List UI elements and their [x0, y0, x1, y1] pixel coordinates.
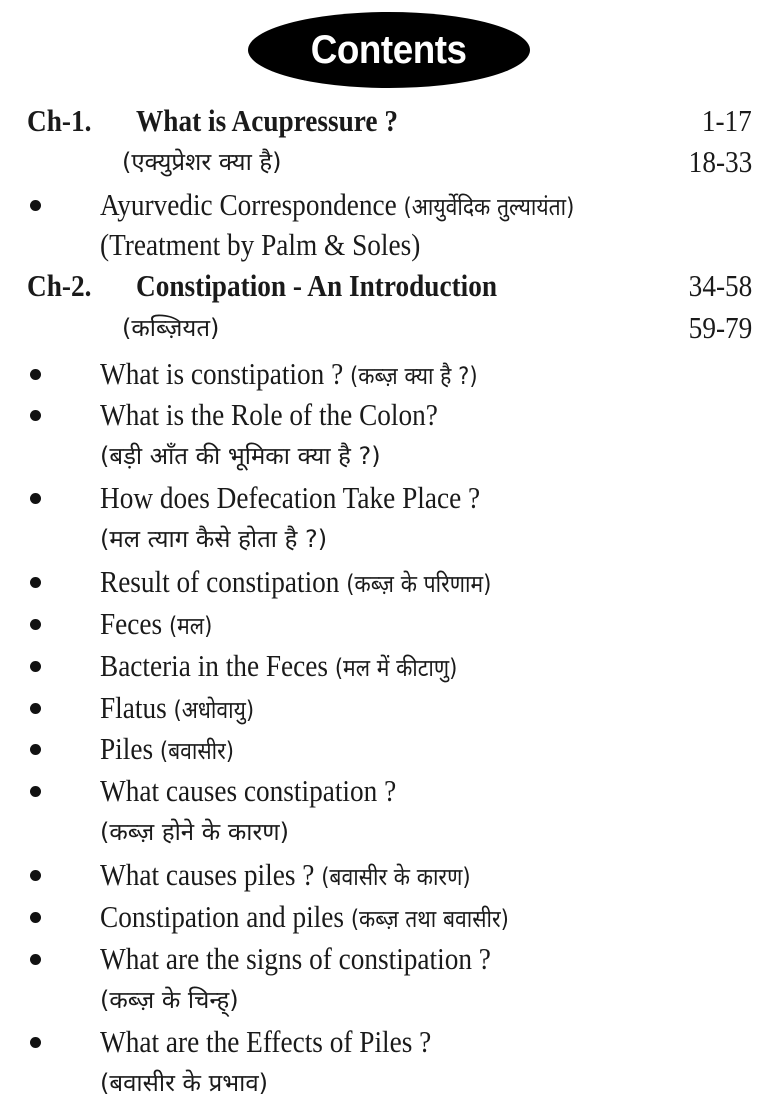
chapter-title: What is Acupressure ?: [136, 103, 398, 138]
page-title: Contents: [311, 27, 467, 72]
list-item: [0, 939, 780, 979]
list-item: [0, 604, 780, 644]
item-english: What is constipation ?: [100, 356, 344, 391]
item-english: What are the Effects of Piles ?: [100, 1024, 432, 1059]
bullet-icon: [30, 954, 41, 965]
list-item: [0, 395, 780, 435]
bullet-icon: [30, 1037, 41, 1048]
chapter-2-subtitle-row: [0, 308, 780, 348]
chapter-label: Ch-2.: [27, 268, 92, 303]
item-english: Bacteria in the Feces: [100, 648, 329, 683]
chapter-subtitle: (कब्ज़ियत): [122, 314, 220, 342]
item-english: Feces: [100, 606, 163, 641]
item-hindi: (कब्ज़ के परिणाम): [346, 570, 492, 598]
item-hindi: (बवासीर के प्रभाव): [100, 1069, 269, 1097]
bullet-icon: [30, 703, 41, 714]
list-item-continuation: [0, 980, 780, 1020]
item-hindi: (अधोवायु): [173, 696, 255, 724]
list-item: [0, 1022, 780, 1062]
bullet-icon: [30, 369, 41, 380]
list-item: [0, 354, 780, 394]
item-hindi: (कब्ज़ तथा बवासीर): [350, 905, 509, 933]
bullet-icon: [30, 744, 41, 755]
chapter-title: Constipation - An Introduction: [136, 268, 498, 303]
chapter-2-row: [0, 266, 780, 306]
item-english: What is the Role of the Colon?: [100, 397, 438, 432]
item-english: Flatus: [100, 690, 167, 725]
item-english: Ayurvedic Correspondence: [100, 187, 397, 222]
item-english: How does Defecation Take Place ?: [100, 480, 481, 515]
item-hindi: (बवासीर के कारण): [321, 863, 471, 891]
item-hindi: (बड़ी आँत की भूमिका क्या है ?): [100, 442, 381, 470]
bullet-icon: [30, 200, 41, 211]
list-item: [0, 897, 780, 937]
contents-heading: [0, 12, 780, 88]
item-english: Piles: [100, 731, 154, 766]
list-item: [0, 771, 780, 811]
page-range: 1-17: [701, 103, 752, 138]
item-english: What are the signs of constipation ?: [100, 941, 491, 976]
page-range: 59-79: [688, 310, 752, 345]
item-hindi: (कब्ज़ क्या है ?): [350, 362, 478, 390]
bullet-icon: [30, 577, 41, 588]
list-item: [0, 478, 780, 518]
list-item: [0, 185, 780, 225]
item-english: Constipation and piles: [100, 899, 344, 934]
page-range: 18-33: [688, 144, 752, 179]
item-hindi: (बवासीर): [159, 737, 235, 765]
chapter-1-subtitle-row: [0, 142, 780, 182]
bullet-icon: [30, 870, 41, 881]
item-hindi: (मल): [168, 612, 213, 640]
list-item-continuation: [0, 225, 780, 265]
item-hindi: (मल में कीटाणु): [334, 654, 458, 682]
list-item: [0, 646, 780, 686]
list-item: [0, 562, 780, 602]
item-english: (Treatment by Palm & Soles): [100, 227, 421, 262]
bullet-icon: [30, 493, 41, 504]
list-item: [0, 729, 780, 769]
item-english: Result of constipation: [100, 564, 340, 599]
chapter-label: Ch-1.: [27, 103, 92, 138]
item-hindi: (कब्ज़ होने के कारण): [100, 818, 289, 846]
item-hindi: (मल त्याग कैसे होता है ?): [100, 525, 328, 553]
item-hindi: (आयुर्वेदिक तुल्यायंता): [403, 193, 575, 221]
title-oval: [248, 12, 530, 88]
list-item-continuation: [0, 812, 780, 852]
list-item-continuation: [0, 436, 780, 476]
bullet-icon: [30, 786, 41, 797]
page-range: 34-58: [688, 268, 752, 303]
item-english: What causes constipation ?: [100, 773, 397, 808]
item-hindi: (कब्ज़ के चिन्ह्): [100, 986, 239, 1014]
bullet-icon: [30, 410, 41, 421]
list-item: [0, 688, 780, 728]
chapter-subtitle: (एक्युप्रेशर क्या है): [122, 148, 282, 176]
bullet-icon: [30, 619, 41, 630]
list-item: [0, 855, 780, 895]
bullet-icon: [30, 912, 41, 923]
bullet-icon: [30, 661, 41, 672]
item-english: What causes piles ?: [100, 857, 315, 892]
chapter-1-row: [0, 101, 780, 141]
list-item-continuation: [0, 1063, 780, 1103]
list-item-continuation: [0, 519, 780, 559]
